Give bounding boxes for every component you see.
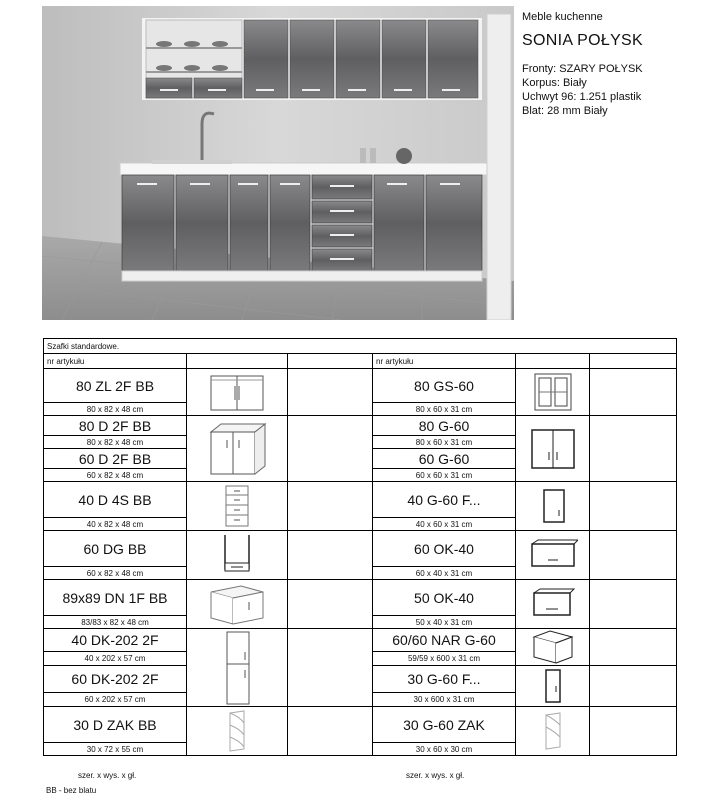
dimension-legend-left: szer. x wys. x gł. [78, 771, 137, 780]
article-code: 40 D 4S BB [44, 482, 187, 518]
article-dims: 50 x 40 x 31 cm [373, 616, 516, 629]
article-code: 40 DK-202 2F [44, 629, 187, 652]
drawer-cabinet-icon [187, 482, 288, 531]
article-code: 60 DK-202 2F [44, 666, 187, 693]
article-dims: 80 x 82 x 48 cm [44, 403, 187, 416]
article-code: 60 DG BB [44, 531, 187, 567]
glass-wall-cabinet-icon [516, 369, 590, 416]
article-code: 60 OK-40 [373, 531, 516, 567]
article-dims: 60 x 60 x 31 cm [373, 469, 516, 482]
product-title: SONIA POŁYSK [522, 32, 643, 49]
article-code: 80 ZL 2F BB [44, 369, 187, 403]
corner-wall-cabinet-icon [516, 629, 590, 666]
end-shelf-wall-icon [516, 707, 590, 756]
article-code: 30 G-60 F... [373, 666, 516, 693]
kitchen-photo [42, 6, 514, 320]
article-dims: 80 x 60 x 31 cm [373, 436, 516, 449]
spec-front: Fronty: SZARY POŁYSK [522, 63, 643, 75]
article-dims: 30 x 72 x 55 cm [44, 743, 187, 756]
article-dims: 40 x 82 x 48 cm [44, 518, 187, 531]
hood-cabinet-small-icon [516, 580, 590, 629]
article-dims: 40 x 60 x 31 cm [373, 518, 516, 531]
spec-body: Korpus: Biały [522, 77, 587, 89]
article-dims: 83/83 x 82 x 48 cm [44, 616, 187, 629]
article-dims: 59/59 x 600 x 31 cm [373, 652, 516, 666]
narrow-wall-cabinet-icon [516, 666, 590, 707]
end-shelf-base-icon [187, 707, 288, 756]
sink-base-cabinet-icon [187, 369, 288, 416]
product-info [522, 10, 722, 118]
article-code: 30 G-60 ZAK [373, 707, 516, 743]
article-code: 60 D 2F BB [44, 449, 187, 469]
article-code: 80 GS-60 [373, 369, 516, 403]
spec-worktop: Blat: 28 mm Biały [522, 105, 608, 117]
oven-cabinet-icon [187, 531, 288, 580]
article-dims: 40 x 202 x 57 cm [44, 652, 187, 666]
spec-handle: Uchwyt 96: 1.251 plastik [522, 91, 642, 103]
dimension-legend-right: szer. x wys. x gł. [406, 771, 465, 780]
hood-cabinet-icon [516, 531, 590, 580]
article-code: 60 G-60 [373, 449, 516, 469]
article-dims: 60 x 40 x 31 cm [373, 567, 516, 580]
cabinet-table [43, 338, 677, 756]
article-dims: 30 x 60 x 30 cm [373, 743, 516, 756]
corner-base-cabinet-icon [187, 580, 288, 629]
wall-cabinet-2-door-icon [516, 416, 590, 482]
article-code: 40 G-60 F... [373, 482, 516, 518]
article-code: 60/60 NAR G-60 [373, 629, 516, 652]
section-title: Szafki standardowe. [44, 339, 677, 354]
bb-legend: BB - bez blatu [46, 786, 97, 795]
article-code: 80 G-60 [373, 416, 516, 436]
article-code: 30 D ZAK BB [44, 707, 187, 743]
wall-cabinet-1-door-icon [516, 482, 590, 531]
column-header-left: nr artykułu [44, 354, 187, 369]
article-dims: 60 x 82 x 48 cm [44, 469, 187, 482]
article-dims: 80 x 82 x 48 cm [44, 436, 187, 449]
article-code: 50 OK-40 [373, 580, 516, 616]
column-header-right: nr artykułu [373, 354, 516, 369]
article-dims: 80 x 60 x 31 cm [373, 403, 516, 416]
base-cabinet-2-door-icon [187, 416, 288, 482]
subtitle: Meble kuchenne [522, 11, 603, 23]
article-code: 80 D 2F BB [44, 416, 187, 436]
article-dims: 30 x 600 x 31 cm [373, 692, 516, 706]
article-dims: 60 x 82 x 48 cm [44, 567, 187, 580]
article-code: 89x89 DN 1F BB [44, 580, 187, 616]
tall-cabinet-icon [187, 629, 288, 707]
article-dims: 60 x 202 x 57 cm [44, 692, 187, 706]
